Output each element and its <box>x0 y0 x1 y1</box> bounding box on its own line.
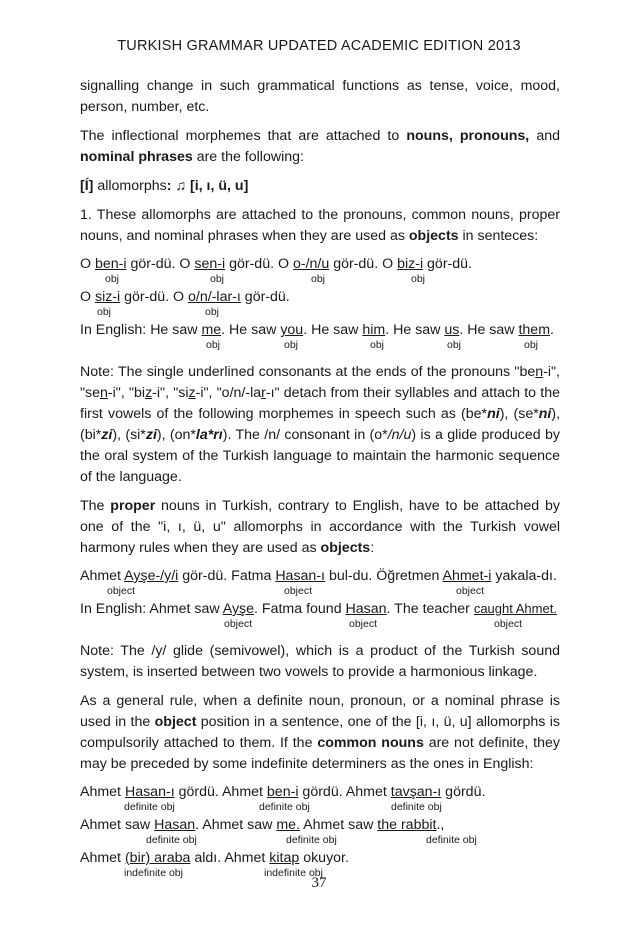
text: Note: The single underlined consonants at the ends of the pronouns "be <box>80 364 536 380</box>
annotation-row <box>80 801 560 814</box>
underlined-word: the rabbit <box>377 817 437 833</box>
underlined-word: me. <box>276 817 301 833</box>
text: gör-dü. O <box>329 256 398 272</box>
underlined-word: ben-i <box>266 784 299 800</box>
example-line <box>80 600 560 618</box>
obj-label: obj <box>210 273 225 285</box>
text: Ahmet saw <box>300 817 378 833</box>
text: . The teacher <box>386 601 474 617</box>
underlined-word: Ayşe <box>222 601 255 617</box>
page-content <box>80 76 560 882</box>
definite-obj-label: definite obj <box>391 801 442 813</box>
text: ), (bi* <box>80 406 561 443</box>
text: -i", "o/n/-la <box>195 385 262 401</box>
underlined-word: sen-i <box>194 256 226 272</box>
text: . He saw <box>385 322 445 338</box>
text: Ahmet <box>80 850 125 866</box>
bold-text: object <box>154 714 197 730</box>
object-label: object <box>494 618 523 630</box>
underlined-word: Hasan <box>154 817 196 833</box>
object-label: object <box>224 618 253 630</box>
bold-italic-text: la*rı <box>195 427 223 443</box>
bold-italic-text: ni <box>487 406 500 422</box>
text: O <box>80 289 95 305</box>
underlined-letter: n <box>100 385 108 401</box>
text: . He saw <box>303 322 363 338</box>
underlined-word: kitap <box>269 850 300 866</box>
page-number: 37 <box>311 875 327 891</box>
underlined-word: Ahmet-i <box>442 568 492 584</box>
object-label: object <box>349 618 378 630</box>
text: gör-dü. <box>240 289 290 305</box>
text: position in a sentence, one of the [i, ı, ü, u] allomorphs is compulsorily attached to them. If the <box>80 714 560 751</box>
text: gör-dü. Fatma <box>178 568 276 584</box>
underlined-letter: z <box>188 385 196 401</box>
text: : <box>370 540 375 556</box>
annotation-row <box>80 834 560 847</box>
text: are the following: <box>192 149 304 165</box>
obj-label: obj <box>206 339 221 351</box>
underlined-letter: z <box>145 385 153 401</box>
text: ), (si* <box>112 427 146 443</box>
italic-text: /n/u <box>387 427 412 443</box>
text: ), (se* <box>499 406 539 422</box>
example-line <box>80 321 560 339</box>
underlined-word: them <box>518 322 551 338</box>
text: ). The /n/ consonant in (o* <box>222 427 388 443</box>
underlined-word: me <box>201 322 222 338</box>
text: gör-dü. O <box>126 256 195 272</box>
obj-label: obj <box>370 339 385 351</box>
definite-obj-label: definite obj <box>426 834 477 846</box>
underlined-word: caught Ahmet. <box>473 601 557 616</box>
example-line <box>80 567 560 585</box>
indefinite-obj-label: indefinite obj <box>264 867 323 879</box>
text: and <box>529 128 560 144</box>
text: . Fatma found <box>254 601 346 617</box>
obj-label: obj <box>284 339 299 351</box>
paragraph-general-rule <box>80 691 560 775</box>
bold-italic-text: ni <box>538 406 552 422</box>
example-line <box>80 288 560 306</box>
text: . He saw <box>221 322 281 338</box>
bold-text: common nouns <box>317 735 424 751</box>
bold-italic-text: zi <box>101 427 113 443</box>
example-line <box>80 849 560 867</box>
annotation-row <box>80 273 560 286</box>
text: gör-dü. O <box>225 256 293 272</box>
text: The inflectional morphemes that are attached to <box>80 128 407 144</box>
object-label: object <box>284 585 313 597</box>
paragraph-proper-nouns <box>80 496 560 559</box>
underlined-word: tavşan-ı <box>390 784 442 800</box>
annotation-row <box>80 585 560 598</box>
text: O <box>80 256 95 272</box>
text: ) is a glide produced by the oral system of the Turkish language to maintain the harmonic sequence of the language. <box>80 427 560 485</box>
text: yakala-dı. <box>491 568 557 584</box>
indefinite-obj-label: indefinite obj <box>124 867 183 879</box>
underlined-word: ben-i <box>94 256 127 272</box>
underlined-word: him <box>362 322 386 338</box>
note-paragraph-glide: Note: The /y/ glide (semivowel), which is a product of the Turkish sound system, is inserted between two vowels to provide a harmonious linkage. <box>80 643 560 680</box>
text: gördü. Ahmet <box>174 784 267 800</box>
annotation-row <box>80 306 560 319</box>
text: gör-dü. <box>423 256 472 272</box>
text: -ı" detach from their syllables and attach to the first vowels of the following morphemes in speech such as (be* <box>80 385 560 422</box>
text: The <box>80 498 111 514</box>
definite-obj-label: definite obj <box>286 834 337 846</box>
text: aldı. Ahmet <box>190 850 270 866</box>
definite-obj-label: definite obj <box>124 801 175 813</box>
underlined-letter: n <box>535 364 544 380</box>
bold-text: nouns, pronouns, <box>406 128 530 144</box>
underlined-word: Hasan-ı <box>124 784 175 800</box>
bold-text: nominal phrases <box>80 149 193 165</box>
obj-label: obj <box>524 339 539 351</box>
underlined-word: Hasan <box>345 601 387 617</box>
annotation-row <box>80 618 560 631</box>
underlined-word: Ayşe-/y/i <box>124 568 179 584</box>
object-label: object <box>456 585 485 597</box>
example-line <box>80 816 560 834</box>
paragraph-2 <box>80 126 560 168</box>
underlined-word: you <box>280 322 304 338</box>
text: gör-dü. O <box>120 289 189 305</box>
text: -i", "si <box>152 385 189 401</box>
underlined-word: siz-i <box>94 289 121 305</box>
underlined-word: us <box>444 322 460 338</box>
text: ), (on* <box>156 427 196 443</box>
text: . He saw <box>459 322 519 338</box>
text: 1. These allomorphs are attached to the pronouns, common nouns, proper nouns, and nominal phrases when they are used as <box>80 207 560 244</box>
text: Ahmet <box>80 568 125 584</box>
text: bul-du. Öğretmen <box>325 568 443 584</box>
underlined-letter: r <box>261 385 266 401</box>
paragraph-1: signalling change in such grammatical functions as tense, voice, mood, person, number, etc. <box>80 78 560 115</box>
text: allomorphs <box>93 178 167 194</box>
text: ., <box>436 817 445 833</box>
text: nouns in Turkish, contrary to English, have to be attached by one of the "i, ı, ü, u" allomorphs in accordance with the Turkish vowel harmony rules when they are used as <box>80 498 561 556</box>
allomorph-line <box>80 176 560 197</box>
object-label: object <box>107 585 136 597</box>
obj-label: obj <box>311 273 326 285</box>
underlined-word: biz-i <box>397 256 424 272</box>
text: . <box>550 322 554 338</box>
paragraph-4 <box>80 205 560 247</box>
text: -i", "se <box>80 364 560 401</box>
text: Ahmet saw <box>80 817 155 833</box>
underlined-word: (bir) araba <box>124 850 191 866</box>
running-header: TURKISH GRAMMAR UPDATED ACADEMIC EDITION 2013 <box>117 38 521 54</box>
note-paragraph <box>80 362 560 488</box>
text: gördü. <box>441 784 486 800</box>
bold-text: objects <box>408 228 459 244</box>
text: in senteces: <box>458 228 539 244</box>
bold-text: : ♫ [i, ı, ü, u] <box>166 178 249 194</box>
text: are not definite, they may be preceded by some indefinite determiners as the ones in English: <box>80 735 560 772</box>
obj-label: obj <box>205 306 220 318</box>
bold-text: [Í] <box>80 178 94 194</box>
obj-label: obj <box>447 339 462 351</box>
definite-obj-label: definite obj <box>259 801 310 813</box>
obj-label: obj <box>411 273 426 285</box>
text: As a general rule, when a definite noun, pronoun, or a nominal phrase is used in the <box>80 693 560 730</box>
text: In English: He saw <box>80 322 202 338</box>
underlined-word: Hasan-ı <box>275 568 325 584</box>
text: . Ahmet saw <box>195 817 277 833</box>
text: Ahmet <box>80 784 125 800</box>
bold-italic-text: zi <box>145 427 157 443</box>
definite-obj-label: definite obj <box>146 834 197 846</box>
underlined-word: o-/n/u <box>292 256 330 272</box>
annotation-row <box>80 339 560 352</box>
underlined-word: o/n/-lar-ı <box>188 289 241 305</box>
bold-text: objects <box>320 540 371 556</box>
text: In English: Ahmet saw <box>80 601 223 617</box>
text: gördü. Ahmet <box>298 784 391 800</box>
text: -i", "bi <box>107 385 146 401</box>
bold-text: proper <box>110 498 156 514</box>
example-line <box>80 255 560 273</box>
obj-label: obj <box>105 273 120 285</box>
example-line <box>80 783 560 801</box>
text: okuyor. <box>299 850 349 866</box>
obj-label: obj <box>97 306 112 318</box>
